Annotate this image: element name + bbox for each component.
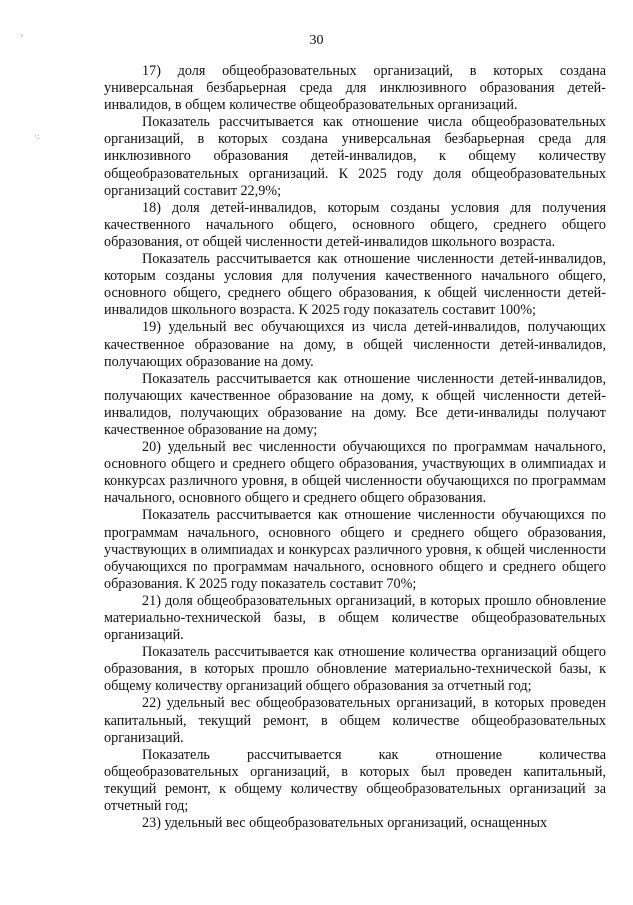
item-17-paragraph: 17) доля общеобразовательных организаций, в которых создана универсальная безбарьерная среда для инклюзивного образования детей-инвалидов, в общем количестве общеобразовательных организаций.: [104, 63, 606, 114]
item-19-paragraph: 19) удельный вес обучающихся из числа детей-инвалидов, получающих качественное образование на дому, в общей численности детей-инвалидов, получающих образование на дому.: [104, 319, 606, 370]
item-23-paragraph: 23) удельный вес общеобразовательных организаций, оснащенных: [142, 815, 548, 832]
page-number: 30: [309, 33, 324, 48]
item-18-paragraph: 18) доля детей-инвалидов, которым созданы условия для получения качественного начального общего, основного общего, среднего общего образования, от общей численности детей-инвалидов школьного возраста.: [104, 199, 606, 250]
indicator-description-paragraph: Показатель рассчитывается как отношение числа общеобразовательных организаций, в которых создана универсальная безбарьерная среда для инклюзивного образования детей-инвалидов, к общему количеству общеобразовательных организаций. К 2025 году доля общеобразовательных организаций составит 22,9%;: [104, 114, 606, 199]
indicator-description-paragraph: Показатель рассчитывается как отношение количества организаций общего образования, в которых прошло обновление материально-технической базы, к общему количеству организаций общего образования за отчетный год;: [104, 644, 606, 695]
indicator-description-paragraph: Показатель рассчитывается как отношение численности детей-инвалидов, получающих качественное образование на дому, к общей численности детей-инвалидов, получающих образование на дому. Все дети-инвалиды получают качественное образование на дому;: [104, 370, 606, 438]
document-body: [104, 63, 606, 832]
item-21-paragraph: 21) доля общеобразовательных организаций, в которых прошло обновление материально-технической базы, в общем количестве общеобразовательных организаций.: [104, 592, 606, 644]
scan-mark: ·:: [34, 131, 40, 141]
scan-mark: -: [17, 29, 26, 41]
indicator-description-paragraph: Показатель рассчитывается как отношение численности детей-инвалидов, которым созданы условия для получения качественного начального общего, основного общего, среднего общего образования, к общей численности детей-инвалидов школьного возраста. К 2025 году показатель составит 100%;: [104, 251, 606, 319]
item-22-paragraph: 22) удельный вес общеобразовательных организаций, в которых проведен капитальный, текущий ремонт, в общем количестве общеобразовательных организаций.: [104, 695, 606, 746]
indicator-description-paragraph: Показатель рассчитывается как отношение количества общеобразовательных организаций, в которых был проведен капитальный, текущий ремонт, к общему количеству общеобразовательных организаций за отчетный год;: [104, 746, 606, 815]
indicator-description-paragraph: Показатель рассчитывается как отношение численности обучающихся по программам начального, основного общего и среднего общего образования, участвующих в олимпиадах и конкурсах различного уровня, к общей численности обучающихся по программам начального, основного общего и среднего общего образования. К 2025 году показатель составит 70%;: [104, 507, 606, 592]
item-20-paragraph: 20) удельный вес численности обучающихся по программам начального, основного общего и среднего общего образования, участвующих в олимпиадах и конкурсах различного уровня, в общей численности обучающихся по программам начального, основного общего и среднего общего образования.: [104, 439, 606, 507]
